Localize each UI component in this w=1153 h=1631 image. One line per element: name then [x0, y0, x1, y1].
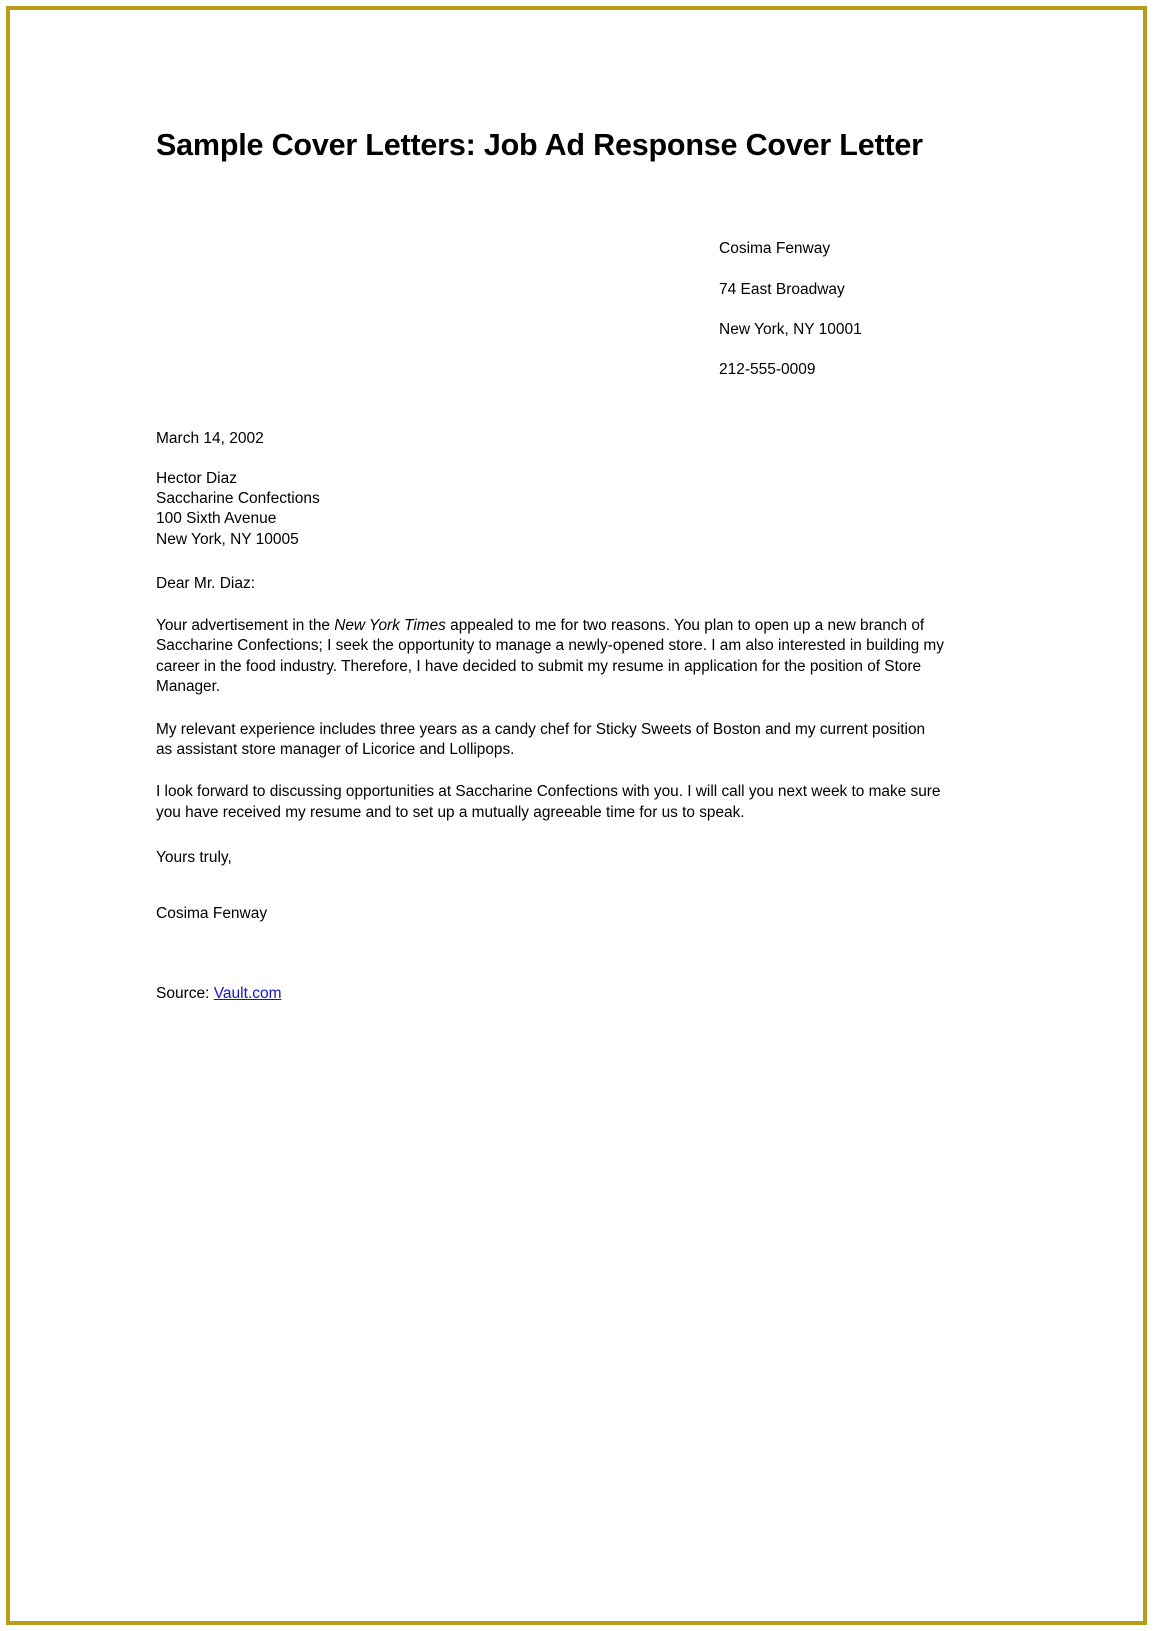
salutation: Dear Mr. Diaz:	[156, 574, 256, 592]
recipient-name: Hector Diaz	[156, 470, 237, 488]
source-label: Source:	[156, 984, 214, 1002]
signature-name: Cosima Fenway	[156, 904, 268, 922]
newspaper-name-italic: New York Times	[334, 617, 446, 635]
recipient-street: 100 Sixth Avenue	[156, 510, 277, 528]
source-link[interactable]: Vault.com	[213, 984, 282, 1002]
letter-date: March 14, 2002	[156, 429, 264, 447]
paragraph-1-lead-text: Your advertisement in the	[156, 617, 335, 635]
paragraph-1-rest-text: appealed to me for two reasons. You plan to open up a new branch of Saccharine Confections; I seek the opportunity to manage a newly-opened store. I am also interested in building my career in the food industry. Therefore, I have decided to submit my resume in application for the position of Store Manager.	[156, 617, 944, 696]
recipient-company: Saccharine Confections	[156, 490, 320, 508]
body-paragraph-3: I look forward to discussing opportunities at Saccharine Confections with you. I will call you next week to make sure you have received my resume and to set up a mutually agreeable time for us to speak.	[156, 783, 941, 821]
sender-city-state-zip: New York, NY 10001	[719, 321, 862, 339]
recipient-city-state-zip: New York, NY 10005	[156, 530, 299, 548]
sender-address-block	[719, 219, 956, 401]
closing-salutation: Yours truly,	[156, 849, 232, 867]
letter-content	[156, 126, 956, 1004]
body-paragraph-1	[156, 616, 945, 698]
page-border-frame	[6, 6, 1147, 1625]
body-paragraph-2: My relevant experience includes three years as a candy chef for Sticky Sweets of Boston and my current position as assistant store manager of Licorice and Lollipops.	[156, 720, 926, 759]
document-sheet	[10, 10, 1143, 1621]
page-title: Sample Cover Letters: Job Ad Response Cover Letter	[156, 128, 923, 162]
sender-name: Cosima Fenway	[719, 240, 831, 258]
recipient-address-block	[156, 469, 956, 550]
sender-street: 74 East Broadway	[719, 280, 845, 298]
source-attribution	[156, 984, 956, 1004]
sender-phone: 212-555-0009	[719, 361, 816, 379]
